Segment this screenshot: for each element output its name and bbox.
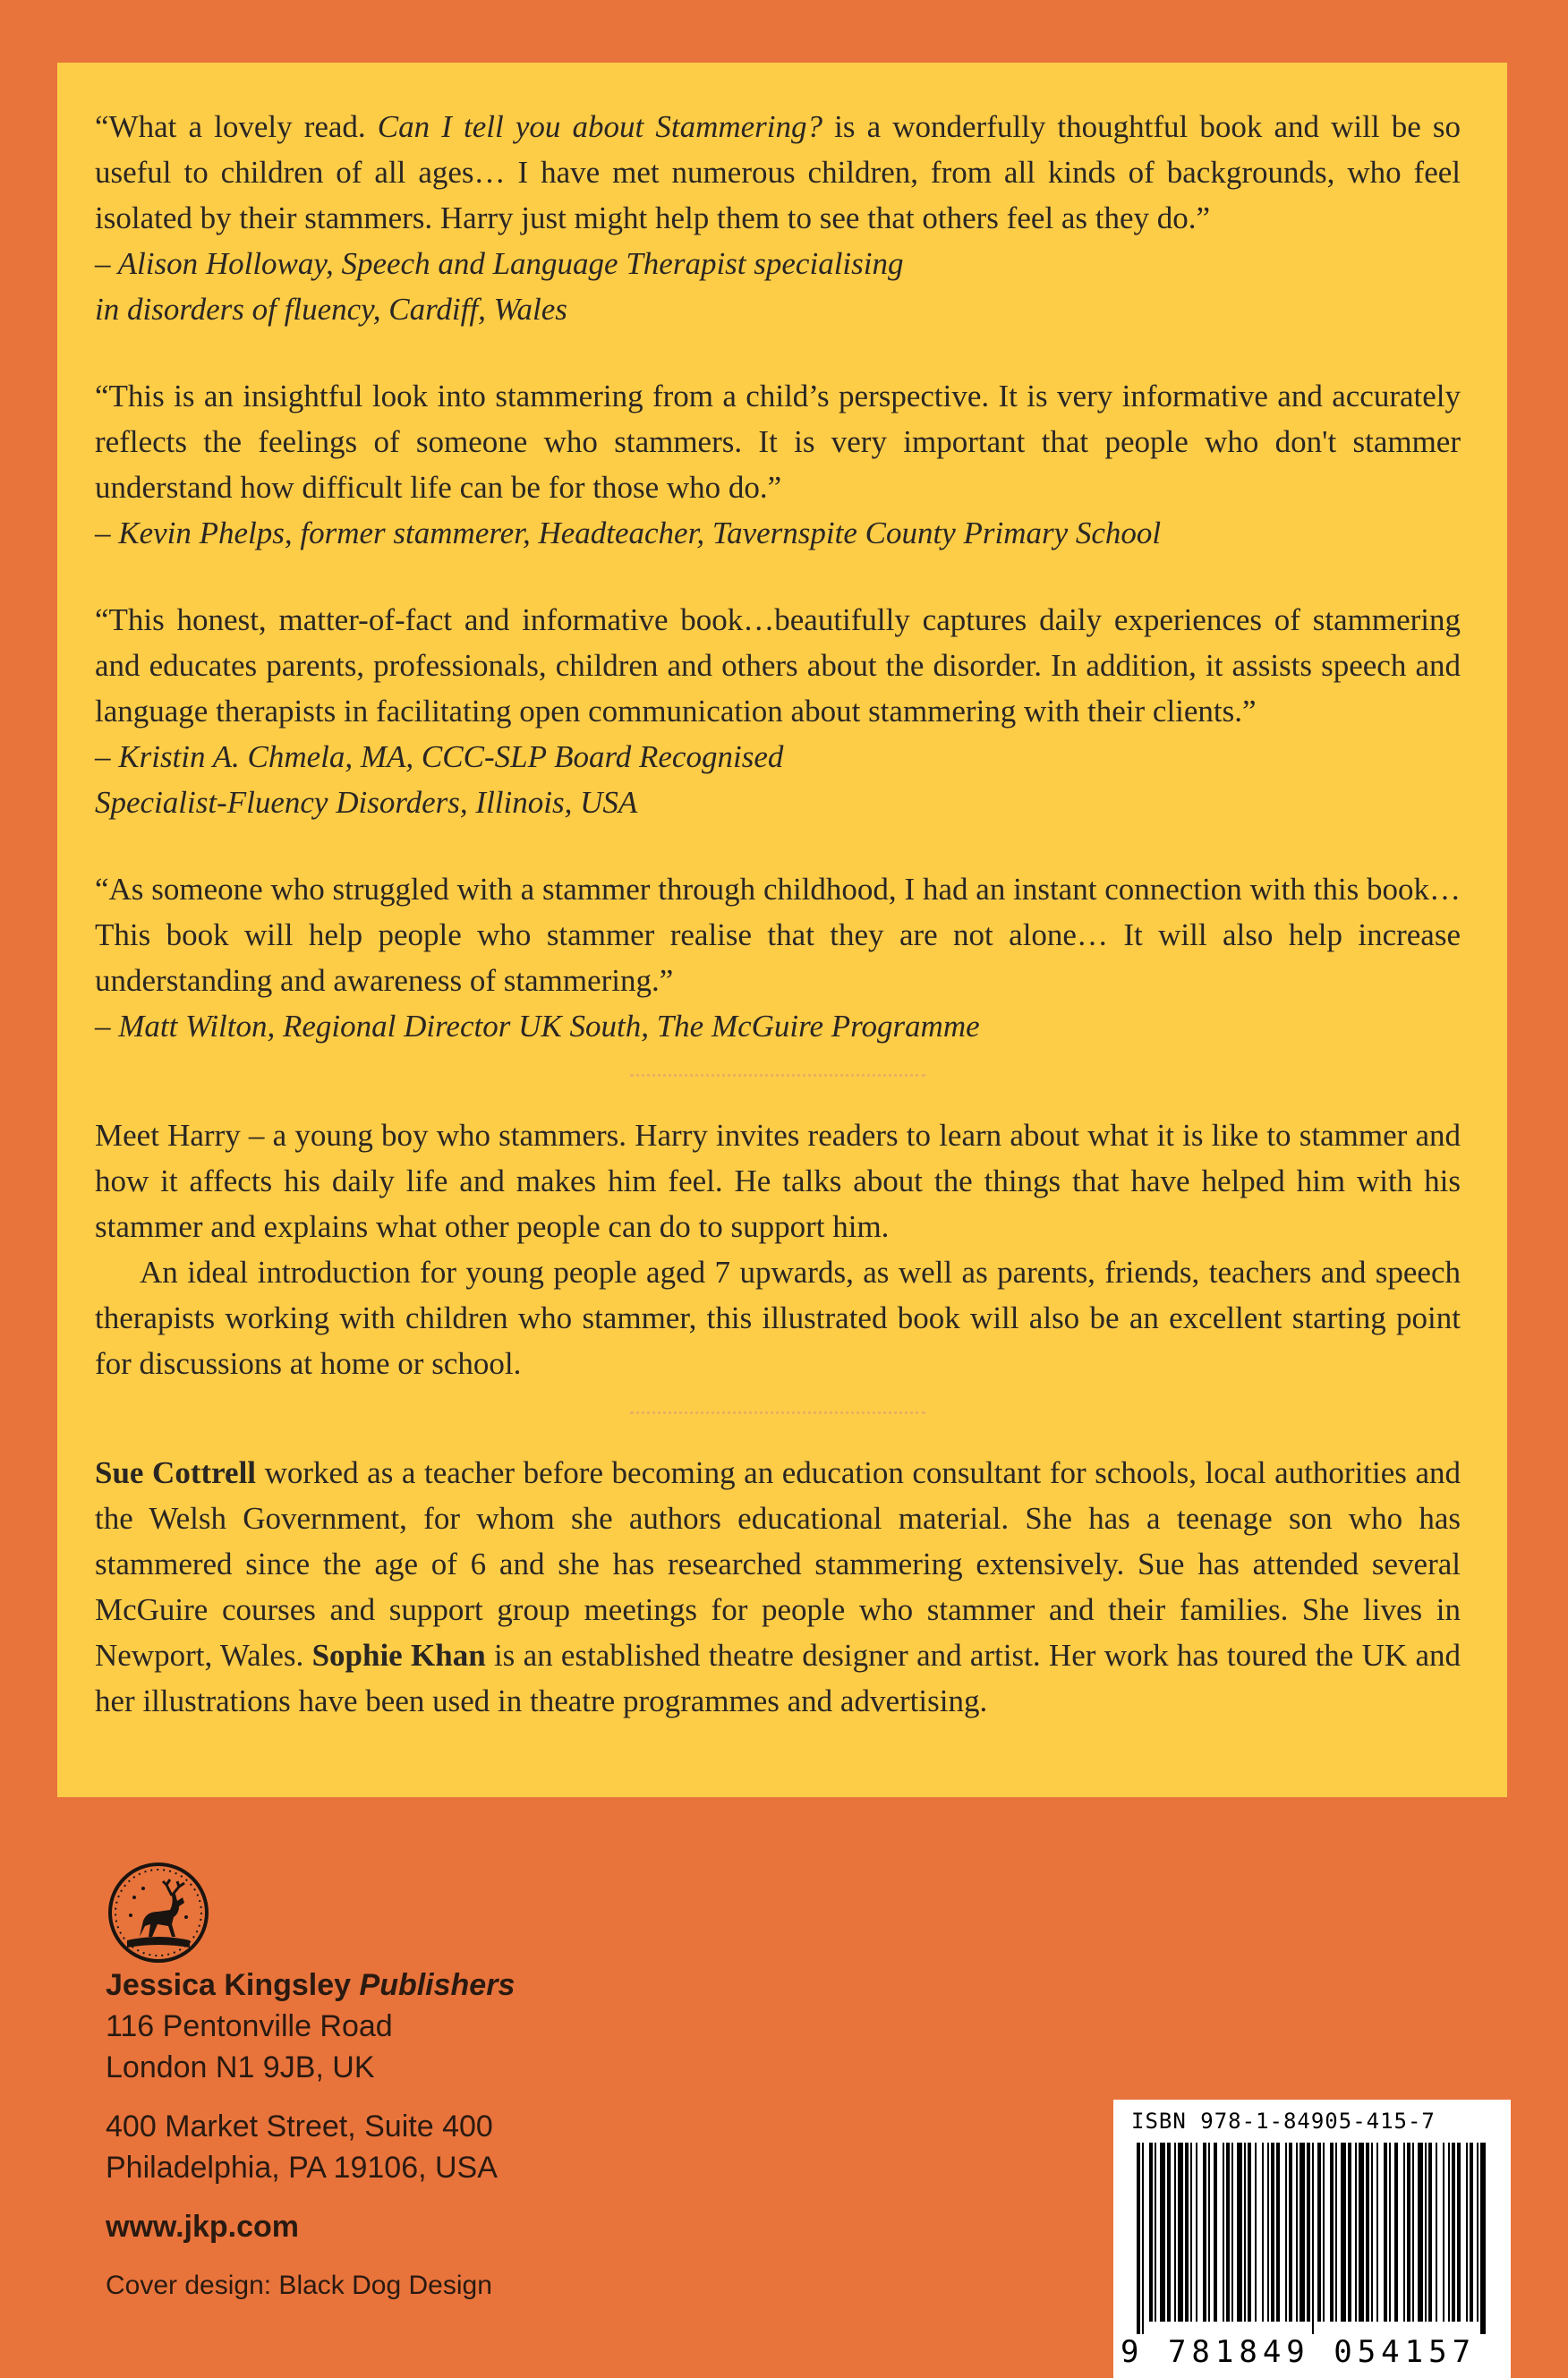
barcode-bar: [1255, 2143, 1257, 2322]
dotted-divider: [630, 1411, 925, 1414]
barcode-bar: [1412, 2143, 1414, 2322]
barcode-bar: [1452, 2143, 1455, 2322]
barcode-bar: [1237, 2143, 1242, 2322]
barcode-bar: [1436, 2143, 1437, 2322]
barcode-bar: [1289, 2143, 1292, 2322]
barcode-bar: [1276, 2143, 1280, 2322]
barcode-bar: [1178, 2143, 1183, 2322]
barcode-bar: [1384, 2143, 1387, 2322]
barcode-bar: [1470, 2143, 1473, 2322]
barcode-bar: [1223, 2143, 1224, 2322]
barcode-bar: [1300, 2143, 1305, 2322]
address-line: Philadelphia, PA 19106, USA: [106, 2151, 498, 2185]
barcode-bar: [1323, 2143, 1325, 2322]
address-line: London N1 9JB, UK: [106, 2050, 375, 2084]
quote-phelps: [95, 373, 1461, 556]
barcode-icon: [1131, 2143, 1493, 2334]
quote-text: “As someone who struggled with a stammer through childhood, I had an instant connection with this book… This book will help people who stammer realise that they are not alone… It will also help increase understanding and awareness of stammering.”: [95, 872, 1461, 998]
quote-text: “This is an insightful look into stammering from a child’s perspective. It is very informative and accurately reflects the feelings of someone who stammers. It is very important that people who don't stammer understand how difficult life can be for those who do.”: [95, 379, 1461, 505]
quote-attribution: – Kristin A. Chmela, MA, CCC-SLP Board Recognised: [95, 739, 784, 774]
quote-chmela: [95, 597, 1461, 825]
barcode-bar: [1208, 2143, 1210, 2322]
barcode-bar: [1335, 2143, 1337, 2322]
quote-attribution: – Matt Wilton, Regional Director UK South, The McGuire Programme: [95, 1009, 980, 1044]
barcode-bar: [1428, 2143, 1432, 2322]
barcode-bar: [1366, 2143, 1369, 2322]
description-paragraph: Meet Harry – a young boy who stammers. Harry invites readers to learn about what it is like to stammer and how it affects his daily life and makes him feel. He talks about the things that have helped him with his stammer and explains what other people can do to support him.: [95, 1118, 1461, 1244]
barcode-bar: [1480, 2143, 1486, 2334]
publisher-website: www.jkp.com: [106, 2210, 300, 2244]
barcode-bar: [1348, 2143, 1351, 2322]
barcode-bar: [1248, 2143, 1251, 2322]
quote-attribution-cont: in disorders of fluency, Cardiff, Wales: [95, 292, 567, 327]
publisher-name: Jessica Kingsley Publishers: [106, 1968, 516, 2002]
quote-attribution: – Kevin Phelps, former stammerer, Headteacher, Tavernspite County Primary School: [95, 516, 1162, 550]
book-title-italic: Can I tell you about Stammering?: [377, 109, 823, 144]
barcode-bar: [1149, 2143, 1153, 2322]
barcode-bar: [1457, 2143, 1461, 2322]
author-name: Sue Cottrell: [95, 1455, 257, 1490]
barcode-bar: [1196, 2143, 1197, 2322]
barcode-bar: [1425, 2143, 1427, 2322]
barcode-bar: [1142, 2143, 1144, 2334]
barcode-bar: [1190, 2143, 1192, 2322]
quote-attribution: – Alison Holloway, Speech and Language Therapist specialising: [95, 246, 904, 281]
illustrator-name: Sophie Khan: [311, 1638, 486, 1673]
barcode-bar: [1226, 2143, 1230, 2322]
quote-attribution-cont: Specialist-Fluency Disorders, Illinois, USA: [95, 785, 638, 820]
barcode-bar: [1262, 2143, 1264, 2322]
barcode-bar: [1448, 2143, 1450, 2322]
barcode-bar: [1443, 2143, 1444, 2322]
description-paragraph: An ideal introduction for young people aged 7 upwards, as well as parents, friends, teachers and speech therapists working with children who stammer, this illustrated book will also be an excellent starting point for discussions at home or school.: [95, 1255, 1461, 1381]
address-line: 116 Pentonville Road: [106, 2009, 393, 2043]
barcode-bar: [1477, 2143, 1479, 2322]
barcode-bar: [1185, 2143, 1189, 2322]
barcode-bar: [1418, 2143, 1423, 2322]
barcode-bar: [1296, 2143, 1298, 2322]
quote-text: “This honest, matter-of-fact and informative book…beautifully captures daily experiences of stammering and educates parents, professionals, children and others about the disorder. In addition, it assists speech and language therapists in facilitating open communication about stammering with their clients.”: [95, 602, 1461, 729]
barcode-bar: [1317, 2143, 1321, 2322]
publisher-info: [106, 1965, 515, 2306]
barcode-bar: [1244, 2143, 1246, 2322]
author-bio: [95, 1450, 1461, 1724]
publisher-logo-icon: [107, 1862, 209, 1964]
barcode-bar: [1330, 2143, 1334, 2322]
barcode-bar: [1214, 2143, 1217, 2322]
barcode-bar: [1341, 2143, 1346, 2322]
barcode-bar: [1307, 2143, 1310, 2322]
barcode-bar: [1312, 2143, 1314, 2334]
barcode-bar: [1376, 2143, 1378, 2322]
ean-digits: 9 781849 054157: [1121, 2334, 1477, 2370]
barcode-bar: [1231, 2143, 1233, 2322]
barcode-bar: [1167, 2143, 1171, 2322]
barcode-bar: [1160, 2143, 1165, 2322]
cover-credit: Cover design: Black Dog Design: [106, 2271, 492, 2300]
barcode-bar: [1466, 2143, 1468, 2322]
barcode-bar: [1155, 2143, 1156, 2322]
barcode-bar: [1407, 2143, 1410, 2322]
quote-wilton: [95, 866, 1461, 1049]
barcode-bar: [1271, 2143, 1274, 2322]
quote-holloway: [95, 104, 1461, 332]
book-description: [95, 1112, 1461, 1386]
barcode-bar: [1174, 2143, 1176, 2322]
barcode-bar: [1137, 2143, 1140, 2334]
dotted-divider: [630, 1074, 925, 1077]
isbn-label: ISBN 978-1-84905-415-7: [1131, 2109, 1436, 2134]
barcode-bar: [1403, 2143, 1405, 2322]
barcode-bar: [1355, 2143, 1357, 2322]
address-line: 400 Market Street, Suite 400: [106, 2110, 493, 2144]
bio-text: Sue Cottrell worked as a teacher before becoming an education consultant for schools, local authorities and the Welsh Government, for whom she authors educational material. She has a teenage son who has stammered since the age of 6 and she has researched stammering extensively. Sue has attended several McGuire courses and support group meetings for people who stammer and their families. She lives in Newport, Wales. Sophie Khan is an established theatre designer and artist. Her work has toured the UK and her illustrations have been used in theatre programmes and advertising.: [95, 1455, 1461, 1718]
barcode-bar: [1389, 2143, 1391, 2322]
blurb-panel: [57, 63, 1507, 1797]
quote-text: “What a lovely read. Can I tell you about Stammering? is a wonderfully thoughtful book and will be so useful to children of all ages… I have met numerous children, from all kinds of backgrounds, who feel isolated by their stammers. Harry just might help them to see that others feel as they do.”: [95, 109, 1461, 235]
barcode-bar: [1394, 2143, 1398, 2322]
barcode-bar: [1285, 2143, 1287, 2322]
barcode-bar: [1359, 2143, 1364, 2322]
barcode-area: [1113, 2100, 1511, 2378]
barcode-bar: [1203, 2143, 1206, 2322]
barcode-bar: [1371, 2143, 1373, 2322]
barcode-bar: [1267, 2143, 1269, 2322]
